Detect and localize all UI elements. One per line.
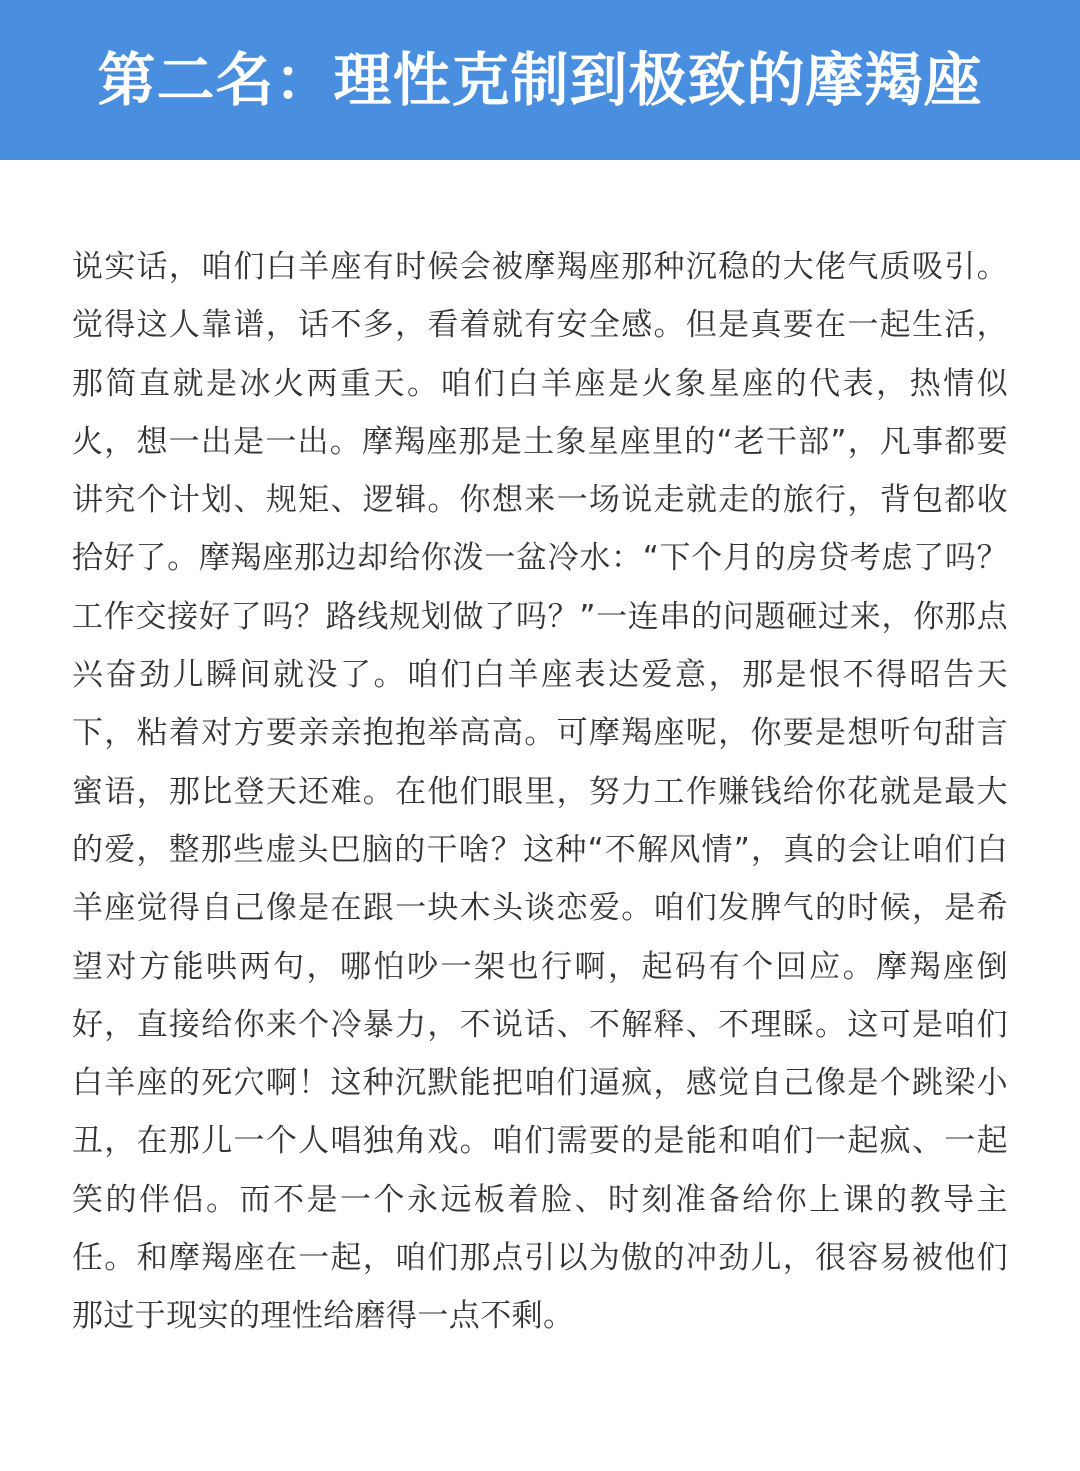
- article-paragraph: 说实话，咱们白羊座有时候会被摩羯座那种沉稳的大佬气质吸引。觉得这人靠谱，话不多，看着就有安全感。但是真要在一起生活，那简直就是冰火两重天。咱们白羊座是火象星座的代表，热情似火，想一出是一出。摩羯座那是土象星座里的“老干部”，凡事都要讲究个计划、规矩、逻辑。你想来一场说走就走的旅行，背包都收拾好了。摩羯座那边却给你泼一盆冷水：“下个月的房贷考虑了吗？工作交接好了吗？路线规划做了吗？”一连串的问题砸过来，你那点兴奋劲儿瞬间就没了。咱们白羊座表达爱意，那是恨不得昭告天下，粘着对方要亲亲抱抱举高高。可摩羯座呢，你要是想听句甜言蜜语，那比登天还难。在他们眼里，努力工作赚钱给你花就是最大的爱，整那些虚头巴脑的干啥？这种“不解风情”，真的会让咱们白羊座觉得自己像是在跟一块木头谈恋爱。咱们发脾气的时候，是希望对方能哄两句，哪怕吵一架也行啊，起码有个回应。摩羯座倒好，直接给你来个冷暴力，不说话、不解释、不理睬。这可是咱们白羊座的死穴啊！这种沉默能把咱们逼疯，感觉自己像是个跳梁小丑，在那儿一个人唱独角戏。咱们需要的是能和咱们一起疯、一起笑的伴侣。而不是一个永远板着脸、时刻准备给你上课的教导主任。和摩羯座在一起，咱们那点引以为傲的冲劲儿，很容易被他们那过于现实的理性给磨得一点不剩。: [72, 249, 1008, 1335]
- page-title: 第二名：理性克制到极致的摩羯座: [97, 46, 983, 114]
- article-content: [72, 238, 1008, 1346]
- title-banner: [0, 0, 1080, 160]
